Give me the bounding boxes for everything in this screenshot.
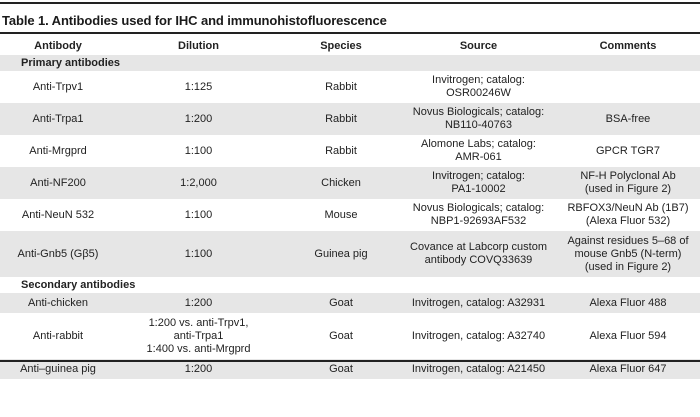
cell-antibody: Anti-Trpv1 bbox=[32, 80, 84, 93]
cell-antibody: Anti-Trpa1 bbox=[0, 103, 116, 135]
cell-dilution: 1:200 bbox=[116, 103, 281, 135]
cell-source bbox=[401, 135, 556, 167]
cell-species: Mouse bbox=[324, 208, 358, 221]
section-label-primary: Primary antibodies bbox=[0, 55, 700, 71]
comments-line: mouse Gnb5 (N-term) bbox=[574, 247, 682, 260]
cell-species: Goat bbox=[281, 293, 401, 313]
header-row bbox=[0, 36, 700, 55]
cell-species: Guinea pig bbox=[281, 231, 401, 277]
title-rule bbox=[0, 32, 700, 34]
source-line: PA1-10002 bbox=[451, 183, 506, 195]
cell-dilution: 1:200 bbox=[116, 293, 281, 313]
source-line: Invitrogen; catalog: bbox=[432, 170, 525, 182]
table-row bbox=[0, 167, 700, 199]
cell-dilution: 1:125 bbox=[184, 80, 213, 93]
cell-antibody: Anti–guinea pig bbox=[0, 359, 116, 379]
cell-antibody: Anti-chicken bbox=[0, 293, 116, 313]
cell-dilution: 1:100 bbox=[184, 208, 213, 221]
dilution-line: anti-Trpa1 bbox=[173, 329, 224, 342]
table-row bbox=[0, 293, 700, 313]
cell-source bbox=[401, 71, 556, 103]
header-antibody: Antibody bbox=[34, 39, 82, 52]
source-line: Novus Biologicals; catalog: bbox=[412, 106, 545, 118]
bottom-rule bbox=[0, 360, 700, 362]
cell-dilution: 1:200 bbox=[116, 359, 281, 379]
cell-source: Invitrogen, catalog: A32740 bbox=[411, 329, 546, 342]
cell-antibody: Anti-NF200 bbox=[0, 167, 116, 199]
cell-species: Chicken bbox=[281, 167, 401, 199]
table-row bbox=[0, 359, 700, 379]
table-title: Table 1. Antibodies used for IHC and immunohistofluorescence bbox=[2, 13, 387, 28]
comments-line: RBFOX3/NeuN Ab (1B7) bbox=[567, 202, 689, 214]
section-row-secondary bbox=[0, 277, 700, 293]
cell-source: Invitrogen, catalog: A21450 bbox=[401, 359, 556, 379]
dilution-line: 1:400 vs. anti-Mrgprd bbox=[146, 342, 251, 355]
comments-line: (used in Figure 2) bbox=[584, 183, 672, 195]
antibody-table bbox=[0, 36, 700, 379]
cell-antibody: Anti-rabbit bbox=[32, 329, 84, 342]
comments-line: Against residues 5–68 of bbox=[567, 234, 689, 247]
source-line: Novus Biologicals; catalog: bbox=[412, 202, 545, 214]
cell-comments: BSA-free bbox=[556, 103, 700, 135]
source-line: Alomone Labs; catalog: bbox=[421, 138, 536, 150]
table-row bbox=[0, 199, 700, 231]
cell-source bbox=[401, 167, 556, 199]
table-row bbox=[0, 135, 700, 167]
comments-line: (used in Figure 2) bbox=[584, 260, 672, 273]
cell-antibody: Anti-Gnb5 (Gβ5) bbox=[0, 231, 116, 277]
cell-comments: GPCR TGR7 bbox=[596, 144, 660, 157]
cell-source bbox=[401, 199, 556, 231]
cell-comments: Alexa Fluor 488 bbox=[556, 293, 700, 313]
header-comments: Comments bbox=[599, 39, 657, 52]
top-rule bbox=[0, 2, 700, 4]
cell-comments bbox=[556, 231, 700, 277]
cell-species: Goat bbox=[329, 329, 353, 342]
table-row bbox=[0, 103, 700, 135]
source-line: Invitrogen; catalog: bbox=[432, 74, 525, 86]
cell-comments bbox=[556, 71, 700, 103]
source-line: AMR-061 bbox=[455, 151, 502, 163]
cell-dilution: 1:100 bbox=[116, 231, 281, 277]
source-line: OSR00246W bbox=[446, 87, 511, 99]
cell-species: Goat bbox=[281, 359, 401, 379]
table-row bbox=[0, 71, 700, 103]
header-source: Source bbox=[459, 39, 498, 52]
header-species: Species bbox=[320, 39, 362, 52]
header-dilution: Dilution bbox=[178, 39, 219, 52]
table-row bbox=[0, 313, 700, 359]
comments-line: NF-H Polyclonal Ab bbox=[580, 170, 676, 182]
source-line: NB110-40763 bbox=[444, 119, 513, 131]
cell-species: Rabbit bbox=[325, 80, 357, 93]
cell-comments: Alexa Fluor 647 bbox=[556, 359, 700, 379]
cell-source bbox=[401, 103, 556, 135]
section-label-secondary: Secondary antibodies bbox=[21, 278, 136, 291]
cell-comments: Alexa Fluor 594 bbox=[589, 329, 667, 342]
section-row-primary bbox=[0, 55, 700, 71]
cell-dilution: 1:2,000 bbox=[116, 167, 281, 199]
cell-species: Rabbit bbox=[325, 144, 357, 157]
source-line: NBP1-92693AF532 bbox=[430, 215, 527, 227]
cell-source: Invitrogen, catalog: A32931 bbox=[401, 293, 556, 313]
cell-antibody: Anti-NeuN 532 bbox=[21, 208, 95, 221]
dilution-line: 1:200 vs. anti-Trpv1, bbox=[148, 316, 249, 329]
source-line: Covance at Labcorp custom bbox=[410, 241, 547, 253]
cell-antibody: Anti-Mrgprd bbox=[29, 144, 87, 157]
source-line: antibody COVQ33639 bbox=[424, 254, 533, 266]
cell-comments bbox=[556, 167, 700, 199]
cell-comments bbox=[556, 199, 700, 231]
table-row bbox=[0, 231, 700, 277]
comments-line: (Alexa Fluor 532) bbox=[585, 215, 671, 227]
cell-dilution bbox=[116, 313, 281, 359]
cell-dilution: 1:100 bbox=[184, 144, 213, 157]
cell-source bbox=[401, 231, 556, 277]
cell-species: Rabbit bbox=[281, 103, 401, 135]
